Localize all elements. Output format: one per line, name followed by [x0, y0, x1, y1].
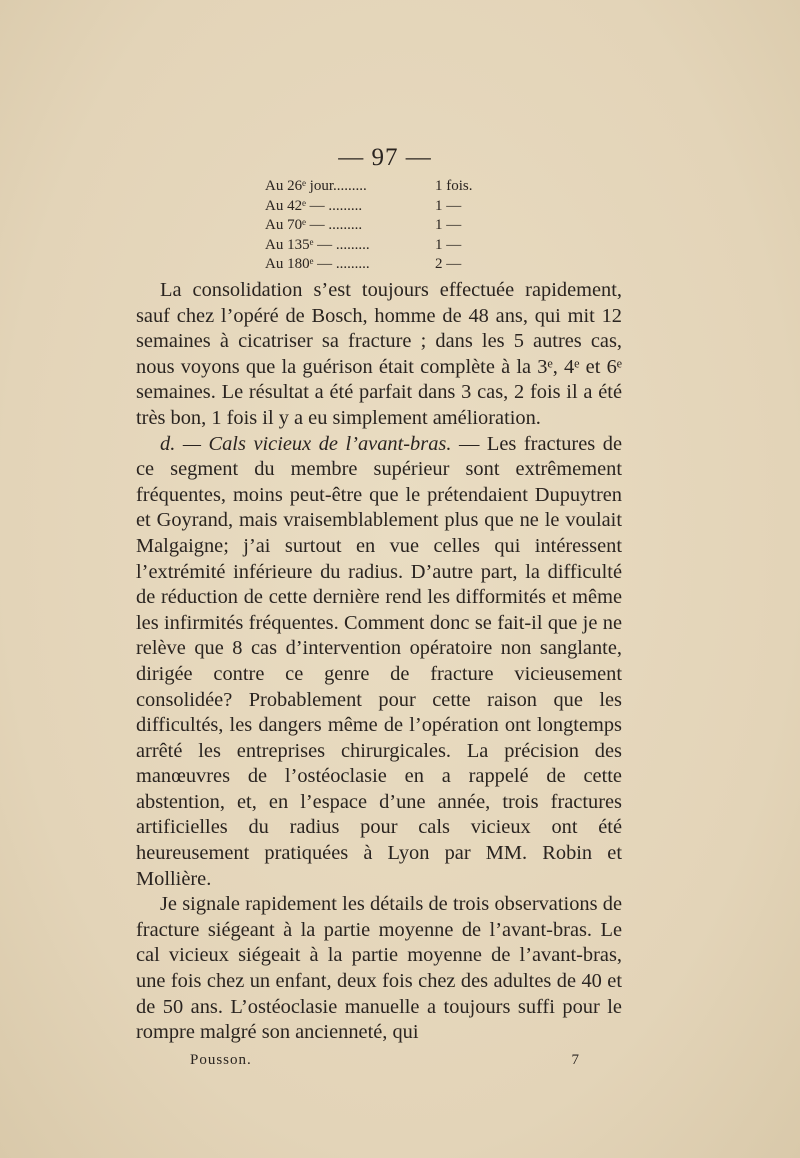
table-row: [265, 216, 501, 236]
count-cell: 1 —: [435, 197, 462, 214]
sheet-number: 7: [571, 1052, 580, 1068]
table-row: [265, 197, 501, 217]
consolidation-time-table: [265, 177, 501, 275]
day-cell: Au 26ᵉ jour.........: [265, 178, 367, 195]
table-row: [265, 177, 501, 197]
body-text: [136, 278, 622, 1046]
table-row: [265, 236, 501, 256]
section-heading: d. — Cals vicieux de l’avant-bras.: [160, 432, 452, 455]
count-cell: 1 —: [435, 217, 462, 234]
table-row: [265, 255, 501, 275]
day-cell: Au 42ᵉ — .........: [265, 197, 363, 214]
day-cell: Au 135ᵉ — .........: [265, 236, 370, 253]
count-cell: 1 fois.: [435, 178, 473, 195]
page-number: — 97 —: [338, 144, 432, 171]
signature-mark: Pousson.: [190, 1052, 252, 1068]
paragraph-forearm: [136, 432, 622, 893]
day-cell: Au 70ᵉ — .........: [265, 217, 363, 234]
paragraph-consolidation: La consolidation s’est toujours effectuée rapidement, sauf chez l’opéré de Bosch, homme de 48 ans, qui mit 12 semaines à cicatriser sa fracture ; dans les 5 autres cas, nous voyons que la guérison était complète à la 3ᵉ, 4ᵉ et 6ᵉ semaines. Le résultat a été parfait dans 3 cas, 2 fois il a été très bon, 1 fois il y a eu simplement amélioration.: [136, 279, 622, 429]
paragraph-forearm-text: — Les fractures de ce segment du membre supérieur sont extrêmement fréquentes, moins peut-être que le prétendaient Dupuytren et Goyrand, mais vraisemblablement plus que ne le voulait Malgaigne; j’ai surtout en vue celles qui intéressent l’extrémité inférieure du radius. D’autre part, la difficulté de réduction de cette dernière rend les difformités et même les infirmités fréquentes. Comment donc se fait-il que je ne relève que 8 cas d’intervention opératoire non sanglante, dirigée contre ce genre de fracture vicieusement consolidée? Probablement pour cette raison que les difficultés, les dangers même de l’opération ont longtemps arrêté les entreprises chirurgicales. La précision des manœuvres de l’ostéoclasie en a rappelé de cette abstention, et, en l’espace d’une année, trois fractures artificielles du radius pour cals vicieux ont été heureusement pratiquées à Lyon par MM. Robin et Mollière.: [136, 432, 622, 890]
paragraph-observations: Je signale rapidement les détails de trois observations de fracture siégeant à la partie moyenne de l’avant-bras. Le cal vicieux siégeait à la partie moyenne de l’avant-bras, une fois chez un enfant, deux fois chez des adultes de 40 et de 50 ans. L’ostéoclasie manuelle a toujours suffi pour le rompre malgré son ancienneté, qui: [136, 893, 622, 1044]
day-cell: Au 180ᵉ — .........: [265, 256, 370, 273]
count-cell: 2 —: [435, 256, 462, 273]
count-cell: 1 —: [435, 236, 462, 253]
